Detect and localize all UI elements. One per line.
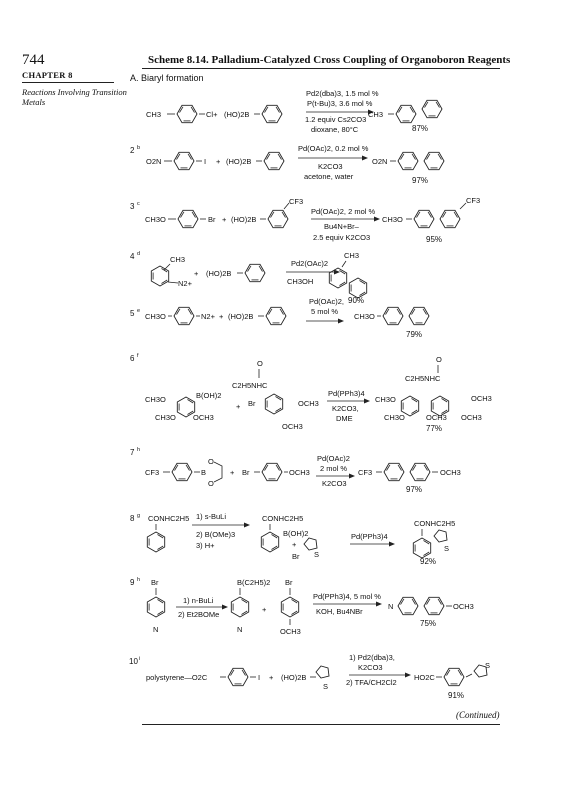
- benzene-ring-icon: [409, 307, 429, 324]
- entry-10-reactant-boronic: (HO)2B: [281, 673, 307, 682]
- entry-6-product-o: O: [436, 355, 442, 364]
- entry-6-reactant-och3-3: OCH3: [282, 422, 303, 431]
- entry-7-reactant-cf3: CF3: [145, 468, 160, 477]
- pyridine-ring-icon: [147, 597, 164, 617]
- entry-8-cond-1: Pd(PPh3)4: [351, 532, 388, 541]
- entry-7-plus: +: [230, 468, 235, 477]
- benzene-ring-icon: [384, 463, 404, 480]
- entry-6-reactant-och3-2: OCH3: [298, 399, 319, 408]
- entry-6-cond-3: DME: [336, 414, 353, 423]
- benzene-ring-icon: [174, 307, 194, 324]
- section-heading: A. Biaryl formation: [130, 73, 204, 83]
- entry-8-number: 8: [130, 514, 135, 523]
- entry-2-plus: +: [216, 157, 221, 166]
- entry-3-product-cf3: CF3: [466, 196, 481, 205]
- entry-9-cond-1: Pd(PPh3)4, 5 mol %: [313, 592, 381, 601]
- entry-3-reactant-boronic: (HO)2B: [231, 215, 257, 224]
- entry-5-cond-2: 5 mol %: [311, 307, 339, 316]
- entry-10-product-ho2c: HO2C: [414, 673, 435, 682]
- entry-3-number: 3: [130, 202, 135, 211]
- entry-1-cond-4: dioxane, 80°C: [311, 125, 359, 134]
- entry-6-product-och3-2: OCH3: [426, 413, 447, 422]
- benzene-ring-icon: [349, 278, 366, 298]
- entry-8-step-1: 1) s-BuLi: [196, 512, 227, 521]
- benzene-ring-icon: [444, 668, 464, 685]
- benzene-ring-icon: [265, 394, 282, 414]
- entry-10-product-s: S: [485, 661, 491, 670]
- benzene-ring-icon: [383, 307, 403, 324]
- entry-10-reactant-polystyrene: polystyrene—O2C: [146, 673, 208, 682]
- entry-5-reactant-n2: N2+: [201, 312, 215, 321]
- entry-5: [130, 297, 429, 339]
- entry-5-product-ch3o: CH3O: [354, 312, 375, 321]
- entry-9-int-boron: B(C2H5)2: [237, 578, 271, 587]
- entry-5-reactant-boronic: (HO)2B: [228, 312, 254, 321]
- benzene-ring-icon: [396, 105, 416, 122]
- entry-6-reactant-ch3o-1: CH3O: [145, 395, 166, 404]
- entry-6-product-ch3o-1: CH3O: [375, 395, 396, 404]
- benzene-ring-icon: [178, 210, 198, 227]
- entry-7: [130, 447, 461, 494]
- benzene-ring-icon: [424, 152, 444, 169]
- entry-6-reactant-ch3o-2: CH3O: [155, 413, 176, 422]
- entry-8-product-s: S: [444, 544, 450, 553]
- entry-6-number: 6: [130, 354, 135, 363]
- entry-3-plus: +: [222, 215, 227, 224]
- entry-4-cond-2: CH3OH: [287, 277, 314, 286]
- entry-6-footnote: f: [137, 353, 139, 359]
- entry-9-product-n: N: [388, 602, 394, 611]
- entry-7-product-och3: OCH3: [440, 468, 461, 477]
- benzene-ring-icon: [245, 264, 265, 281]
- benzene-ring-icon: [440, 210, 460, 227]
- entry-4-yield: 90%: [348, 296, 365, 305]
- entry-1-reactant-cl: Cl+: [206, 110, 218, 119]
- entry-2-product-o2n: O2N: [372, 157, 388, 166]
- entry-2-cond-1: Pd(OAc)2, 0.2 mol %: [298, 144, 369, 153]
- entry-9-reactant-br2: Br: [285, 578, 293, 587]
- entry-1-reactant-ch3: CH3: [146, 110, 162, 119]
- entry-3-footnote: c: [137, 201, 140, 207]
- benzene-ring-icon: [268, 210, 288, 227]
- entry-6-cond-2: K2CO3,: [332, 404, 359, 413]
- entry-6-reactant-och3-1: OCH3: [193, 413, 214, 422]
- entry-3-reactant-ch3o: CH3O: [145, 215, 166, 224]
- entry-3-reactant-cf3: CF3: [289, 197, 304, 206]
- entry-6-reactant-amide: C2H5NHC: [232, 381, 268, 390]
- entry-8-reactant-amide: CONHC2H5: [148, 514, 190, 523]
- entry-5-plus: +: [219, 312, 224, 321]
- entry-10-plus: +: [269, 673, 274, 682]
- benzene-ring-icon: [172, 463, 192, 480]
- benzene-ring-icon: [262, 463, 282, 480]
- entry-6-product-ch3o-2: CH3O: [384, 413, 405, 422]
- entry-5-cond-1: Pd(OAc)2,: [309, 297, 345, 306]
- entry-10-cond-1: 1) Pd2(dba)3,: [349, 653, 395, 662]
- entry-4-reactant-ch3: CH3: [170, 255, 186, 264]
- entry-10-cond-3: 2) TFA/CH2Cl2: [346, 678, 397, 687]
- entry-9-int-n: N: [237, 625, 243, 634]
- entry-9-reactant-br: Br: [151, 578, 159, 587]
- entry-2-footnote: b: [137, 145, 141, 151]
- thiophene-ring-icon: [304, 538, 317, 550]
- benzene-ring-icon: [410, 463, 430, 480]
- entry-3-reactant-br: Br: [208, 215, 216, 224]
- entry-9-plus: +: [262, 605, 267, 614]
- entry-7-footnote: h: [137, 447, 141, 453]
- benzene-ring-icon: [266, 307, 286, 324]
- pyridine-ring-icon: [231, 597, 248, 617]
- entry-3-cond-1: Pd(OAc)2, 2 mol %: [311, 207, 376, 216]
- entry-8-int-boh2: B(OH)2: [283, 529, 309, 538]
- entry-7-number: 7: [130, 448, 135, 457]
- entry-7-reactant-b: B: [201, 468, 207, 477]
- entry-6-plus: +: [236, 402, 241, 411]
- entry-8-step-3: 3) H+: [196, 541, 215, 550]
- benzene-ring-icon: [414, 210, 434, 227]
- entry-6: [130, 353, 492, 433]
- entry-3-cond-3: 2.5 equiv K2CO3: [313, 233, 371, 242]
- entry-2-reactant-o2n: O2N: [146, 157, 162, 166]
- page-number: 744: [22, 52, 45, 68]
- entry-3-product-ch3o: CH3O: [382, 215, 403, 224]
- entry-10-number: 10: [129, 657, 138, 666]
- entry-2-yield: 97%: [412, 176, 429, 185]
- entry-4-reactant-boronic: (HO)2B: [206, 269, 232, 278]
- pyridine-ring-icon: [398, 597, 418, 614]
- entry-9-yield: 75%: [420, 619, 437, 628]
- bottom-rule: [142, 724, 500, 725]
- chapter-label: CHAPTER 8: [22, 70, 73, 80]
- entry-1-product-ch3: CH3: [368, 110, 384, 119]
- entry-8-yield: 92%: [420, 557, 437, 566]
- chapter-subtitle: Reactions Involving Transition Metals: [22, 87, 127, 107]
- entry-8-reactant-s: S: [314, 550, 320, 559]
- entry-3-yield: 95%: [426, 235, 443, 244]
- entry-2-number: 2: [130, 146, 135, 155]
- entry-5-reactant-ch3o: CH3O: [145, 312, 166, 321]
- benzene-ring-icon: [228, 668, 248, 685]
- entry-4-footnote: d: [137, 251, 141, 257]
- entry-4-cond-1: Pd2(OAc)2: [291, 259, 329, 268]
- entry-7-cond-3: K2CO3: [322, 479, 347, 488]
- scheme-title: Scheme 8.14. Palladium-Catalyzed Cross Coupling of Organoboron Reagents: [148, 54, 511, 66]
- entry-10: [129, 653, 490, 700]
- entry-8-plus: +: [292, 540, 297, 549]
- entry-1-cond-2: P(t-Bu)3, 3.6 mol %: [307, 99, 373, 108]
- entry-9-product-och3: OCH3: [453, 602, 474, 611]
- entry-2-cond-3: acetone, water: [304, 172, 354, 181]
- entry-8-footnote: g: [137, 513, 141, 519]
- entry-1-reactant-boronic: (HO)2B: [224, 110, 250, 119]
- benzene-ring-icon: [281, 597, 298, 617]
- entry-7-reactant-o1: O: [208, 457, 214, 466]
- benzene-ring-icon: [398, 152, 418, 169]
- entry-6-yield: 77%: [426, 424, 443, 433]
- entry-6-reactant-br: Br: [248, 399, 256, 408]
- entry-9-step-2: 2) Et2BOMe: [178, 610, 220, 619]
- entry-8-step-2: 2) B(OMe)3: [196, 530, 236, 539]
- entry-8: [130, 512, 455, 566]
- benzene-ring-icon: [174, 152, 194, 169]
- entry-8-reactant-br: Br: [292, 552, 300, 561]
- entry-7-cond-2: 2 mol %: [320, 464, 348, 473]
- entry-10-yield: 91%: [448, 691, 465, 700]
- entry-7-reactant-och3: OCH3: [289, 468, 310, 477]
- entry-10-cond-2: K2CO3: [358, 663, 383, 672]
- entry-10-reactant-i: I: [258, 673, 261, 682]
- entry-7-reactant-br: Br: [242, 468, 250, 477]
- entry-4-reactant-n2: N2+: [178, 279, 192, 288]
- benzene-ring-icon: [264, 152, 284, 169]
- entry-6-product-och3-1: OCH3: [471, 394, 492, 403]
- entry-6-product-och3-3: OCH3: [461, 413, 482, 422]
- thiophene-ring-icon: [434, 530, 447, 542]
- entry-3-cond-2: Bu4N+Br–: [324, 222, 359, 231]
- entry-2: [130, 144, 444, 185]
- entry-9-footnote: h: [137, 577, 141, 583]
- entry-9-reactant-n: N: [153, 625, 159, 634]
- entry-9-step-1: 1) n-BuLi: [183, 596, 214, 605]
- thiophene-ring-icon: [316, 666, 329, 678]
- entry-8-product-amide: CONHC2H5: [414, 519, 456, 528]
- entry-2-reactant-boronic: (HO)2B: [226, 157, 252, 166]
- entry-9-number: 9: [130, 578, 135, 587]
- entry-6-cond-1: Pd(PPh3)4: [328, 389, 365, 398]
- entry-6-product-amide: C2H5NHC: [405, 374, 441, 383]
- entry-8-int-amide: CONHC2H5: [262, 514, 304, 523]
- benzene-ring-icon: [151, 266, 168, 286]
- entry-10-footnote: i: [139, 656, 141, 662]
- continued-note: (Continued): [456, 710, 500, 720]
- entry-2-cond-2: K2CO3: [318, 162, 343, 171]
- entry-5-number: 5: [130, 309, 135, 318]
- entry-2-reactant-i: I: [204, 157, 207, 166]
- entry-9: [130, 577, 474, 636]
- entry-1-cond-3: 1.2 equiv Cs2CO3: [305, 115, 367, 124]
- entry-1-cond-1: Pd2(dba)3, 1.5 mol %: [306, 89, 379, 98]
- benzene-ring-icon: [329, 268, 346, 288]
- benzene-ring-icon: [261, 532, 278, 552]
- entry-4-number: 4: [130, 252, 135, 261]
- entry-4-product-ch3: CH3: [344, 251, 360, 260]
- entry-5-yield: 79%: [406, 330, 423, 339]
- entry-6-reactant-o: O: [257, 359, 263, 368]
- entry-7-cond-1: Pd(OAc)2: [317, 454, 350, 463]
- entry-6-reactant-boh2: B(OH)2: [196, 391, 222, 400]
- entry-9-reactant-och3: OCH3: [280, 627, 301, 636]
- entry-9-cond-2: KOH, Bu4NBr: [316, 607, 363, 616]
- entry-3: [130, 196, 480, 244]
- benzene-ring-icon: [413, 538, 430, 558]
- entry-7-product-cf3: CF3: [358, 468, 373, 477]
- benzene-ring-icon: [147, 532, 164, 552]
- entry-7-reactant-o2: O: [208, 479, 214, 488]
- benzene-ring-icon: [177, 105, 197, 122]
- entry-10-reactant-s: S: [323, 682, 329, 691]
- entry-5-footnote: e: [137, 308, 141, 314]
- entry-1: [146, 89, 442, 134]
- benzene-ring-icon: [422, 100, 442, 117]
- entry-4-plus: +: [194, 269, 199, 278]
- entry-1-yield: 87%: [412, 124, 429, 133]
- entry-7-yield: 97%: [406, 485, 423, 494]
- benzene-ring-icon: [424, 597, 444, 614]
- benzene-ring-icon: [262, 105, 282, 122]
